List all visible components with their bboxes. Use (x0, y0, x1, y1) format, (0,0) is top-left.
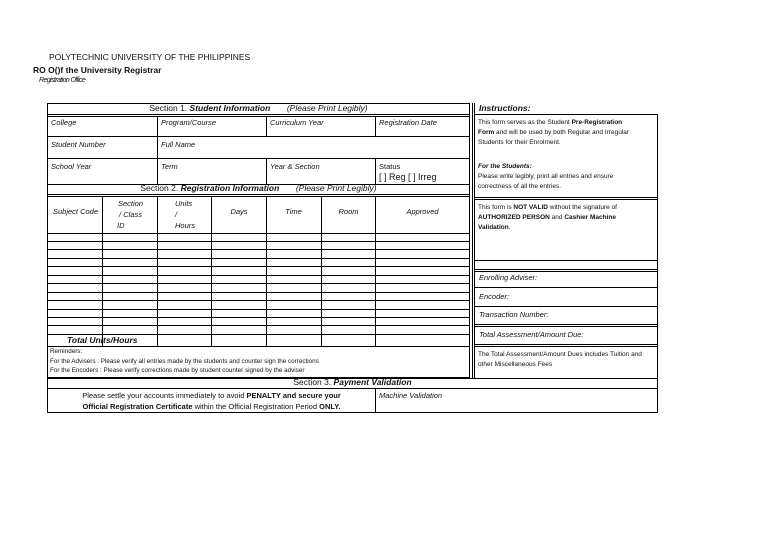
instructions-title: Instructions: (479, 103, 531, 113)
program-label: Program/Course (161, 118, 217, 127)
section3-title: Section 3. Payment Validation (293, 377, 412, 387)
table-row-line (47, 266, 470, 267)
dues-note: The Total Assessment/Amount Dues includes Tuition and other Miscellaneous Fees (478, 351, 642, 368)
instructions-paragraph-2: For the Students: Please write legibly, print all entries and ensure correctness of all the entries. (478, 163, 614, 190)
col-room: Room (338, 207, 359, 216)
school-year-label: School Year (51, 162, 92, 171)
full-name-label: Full Name (161, 140, 196, 149)
enrolling-adviser-label: Enrolling Adviser: (479, 273, 538, 282)
student-number-label: Student Number (51, 140, 106, 149)
table-column-divider (375, 196, 376, 346)
table-column-divider (102, 196, 103, 346)
payment-notice: Please settle your accounts immediately to avoid PENALTY and secure your Official Registration Certificate within the Official Registration Period ONLY. (82, 391, 341, 411)
section1-title: Section 1. Student Information (Please Print Legibly) (149, 103, 368, 113)
table-row-line (47, 292, 470, 293)
machine-validation-label: Machine Validation (379, 391, 443, 400)
total-units-label: Total Units/Hours (67, 335, 138, 345)
instructions-paragraph-1: This form serves as the Student Pre-Registration Form and will be used by both Regular and Irregular Students for their Enrolment. (478, 119, 630, 146)
table-row-line (47, 249, 470, 250)
table-row-line (47, 309, 470, 310)
col-days: Days (230, 207, 248, 216)
table-row-line (47, 275, 470, 276)
status-label: Status (379, 162, 401, 171)
table-row-line (47, 241, 470, 242)
table-row-line (47, 283, 470, 284)
university-name: POLYTECHNIC UNIVERSITY OF THE PHILIPPINES (49, 52, 251, 62)
section2-title: Section 2. Registration Information (Please Print Legibly) (140, 183, 377, 193)
transaction-number-label: Transaction Number: (479, 310, 549, 319)
status-options: [ ] Reg [ ] Irreg (379, 172, 437, 182)
encoder-label: Encoder: (479, 292, 510, 301)
term-label: Term (161, 162, 178, 171)
registration-date-label: Registration Date (379, 118, 437, 127)
year-section-label: Year & Section (270, 162, 320, 171)
col-time: Time (285, 207, 302, 216)
curriculum-label: Curriculum Year (270, 118, 324, 127)
table-column-divider (321, 196, 322, 346)
sub-office-name: Registration Office (39, 77, 86, 84)
table-column-divider (157, 196, 158, 346)
table-row-line (47, 233, 470, 234)
college-label: College (51, 118, 77, 127)
instructions-paragraph-3: This form is NOT VALID without the signature of AUTHORIZED PERSON and Cashier Machine Validation. (478, 204, 617, 231)
col-units: Units / Hours (175, 199, 196, 230)
col-approved: Approved (406, 207, 439, 216)
col-subject-code: Subject Code (52, 207, 99, 216)
table-column-divider (211, 196, 212, 346)
table-row-line (47, 258, 470, 259)
table-column-divider (266, 196, 267, 346)
total-assessment-label: Total Assessment/Amount Due: (479, 330, 584, 339)
office-name: RO O()f the University Registrar (33, 65, 162, 75)
table-row-line (47, 317, 470, 318)
table-row-line (47, 300, 470, 301)
reminders: Reminders: For the Advisers : Please verify all entries made by the students and counter sign the corrections For the Encoders : Please verify corrections made by student counter signed by the adviser (50, 348, 319, 374)
table-row-line (47, 325, 470, 326)
col-section: Section / Class ID (117, 199, 144, 230)
